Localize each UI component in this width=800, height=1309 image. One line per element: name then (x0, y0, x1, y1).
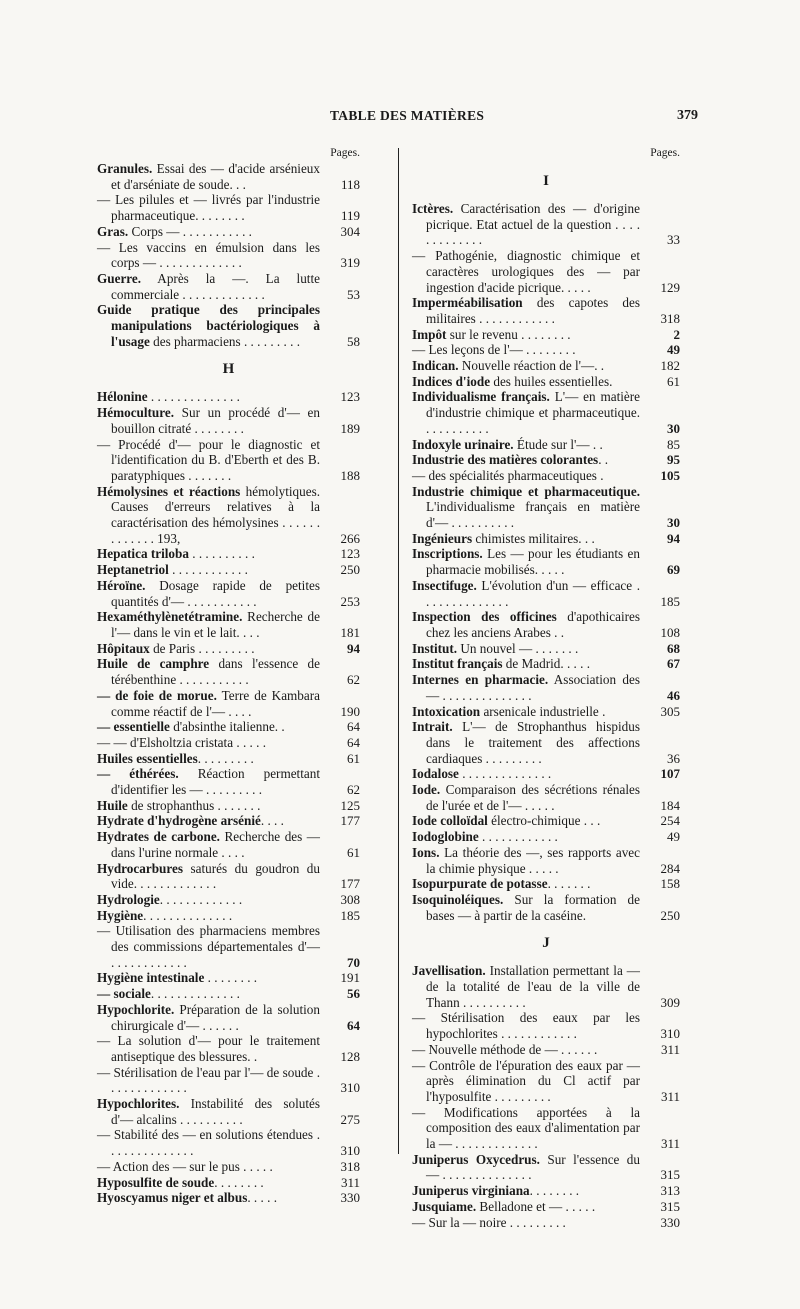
entry-page-number: 311 (660, 1088, 680, 1104)
entry-page-number: 308 (340, 891, 360, 907)
entry-page-number: 310 (660, 1026, 680, 1042)
entry-text: Terre de Kambara comme réactif de l'— . . . . (111, 687, 320, 719)
index-entry (412, 437, 680, 453)
column-divider (398, 148, 399, 1154)
index-entry (97, 986, 360, 1002)
entry-page-number: 315 (660, 1167, 680, 1183)
entry-headword: Gras. (97, 223, 129, 239)
entry-text: de Madrid. . . . . (502, 656, 591, 672)
entry-headword: Industrie des matières colorantes (412, 452, 599, 468)
entry-text: . . . . . . . (547, 876, 591, 892)
index-entry (97, 923, 360, 970)
entry-headword: Indoxyle urinaire. (412, 436, 514, 452)
index-entry (97, 1033, 360, 1064)
index-entry (412, 546, 680, 577)
entry-text: . . . . . . . . . . (188, 546, 255, 562)
pages-header: Pages. (330, 147, 360, 159)
entry-page-number: 181 (340, 624, 360, 640)
index-entry (97, 751, 360, 767)
entry-page-number: 313 (660, 1183, 680, 1199)
entry-page-number: 30 (667, 420, 680, 436)
entry-page-number: 64 (347, 734, 360, 750)
entry-headword: Industrie chimique et pharmaceutique. (412, 483, 640, 499)
entry-text: . . . . . (247, 1190, 277, 1206)
entry-headword: Ions. (412, 844, 440, 860)
index-entry (412, 389, 680, 436)
entry-page-number: 70 (347, 954, 360, 970)
entry-page-number: 69 (667, 562, 680, 578)
entry-page-number: 119 (340, 208, 360, 224)
entry-page-number: 284 (660, 860, 680, 876)
entry-headword: Hygiène intestinale (97, 970, 205, 986)
index-entry (412, 342, 680, 358)
entry-headword: Institut français (412, 656, 503, 672)
running-head (0, 108, 800, 128)
index-entry (97, 908, 360, 924)
left-column (97, 145, 360, 1206)
index-entry (97, 688, 360, 719)
entry-page-number: 30 (667, 515, 680, 531)
entry-page-number: 309 (660, 994, 680, 1010)
index-entry (412, 295, 680, 326)
entry-headword: Hypochlorite. (97, 1001, 175, 1017)
entry-headword: Inscriptions. (412, 546, 483, 562)
index-entry (97, 1190, 360, 1206)
entry-text: — Utilisation des pharmaciens membres des commissions départementales d'— . . . . . . . . . . . . (97, 923, 320, 970)
entry-text: Sur un procédé d'— en bouillon citraté . . . . . . . . (111, 405, 320, 436)
index-entry (97, 224, 360, 240)
index-entry (97, 1096, 360, 1127)
entry-page-number: 275 (340, 1111, 360, 1127)
entry-page-number: 184 (660, 797, 680, 813)
entry-page-number: 108 (660, 624, 680, 640)
index-entry (412, 876, 680, 892)
entry-headword: Internes en pharmacie. (412, 672, 549, 688)
entry-text: — Les leçons de l'— . . . . . . . . (412, 342, 576, 358)
entry-text: chimistes militaires. . . (472, 530, 595, 546)
entry-text: Recherche de l'— dans le vin et le lait. . . . (111, 609, 320, 640)
entry-page-number: 182 (660, 358, 680, 374)
entry-text: arsenicale industrielle . (480, 703, 606, 719)
entry-text: . . . . (260, 813, 284, 829)
entry-text: d'apothicaires chez les anciens Arabes . . (426, 609, 640, 640)
entry-text: . . . . . . . . . (197, 750, 254, 766)
index-entry (97, 546, 360, 562)
entry-headword: Hydrate d'hydrogène arsénié (97, 813, 261, 829)
index-entry (412, 641, 680, 657)
index-entry (412, 531, 680, 547)
running-title: TABLE DES MATIÈRES (330, 108, 485, 123)
entry-list (412, 161, 680, 1230)
index-entry (412, 484, 680, 531)
entry-text: . . . . . . . . . . . . . . (150, 986, 240, 1002)
index-entry (412, 327, 680, 343)
entry-headword: — éthérées. (97, 766, 179, 782)
index-entry (97, 578, 360, 609)
entry-headword: Huiles essentielles (97, 750, 198, 766)
entry-page-number: 107 (660, 766, 680, 782)
index-entry (97, 970, 360, 986)
entry-text: — Sur la — noire . . . . . . . . . (412, 1214, 566, 1230)
index-entry (412, 1010, 680, 1041)
entry-page-number: 177 (340, 876, 360, 892)
index-entry (412, 656, 680, 672)
entry-headword: Huile (97, 797, 128, 813)
entry-text: Dosage rapide de petites quantités d'— . . . . . . . . . . . (111, 577, 320, 609)
entry-text: . . . . . . . . . . . . (168, 562, 248, 578)
index-entry (97, 719, 360, 735)
entry-text: . . . . . . . . (214, 1174, 264, 1190)
index-entry (97, 609, 360, 640)
entry-headword: Isopurpurate de potasse (412, 876, 548, 892)
entry-headword: Intrait. (412, 719, 453, 735)
index-entry (412, 719, 680, 766)
index-entry (412, 1183, 680, 1199)
entry-text: — La solution d'— pour le traitement antiseptique des blessures. . (97, 1033, 320, 1064)
entry-text: Un nouvel — . . . . . . . (457, 640, 579, 656)
entry-page-number: 129 (660, 279, 680, 295)
entry-headword: Hydrates de carbone. (97, 829, 220, 845)
index-entry (412, 1152, 680, 1183)
entry-text: L'évolution d'un — efficace . . . . . . . . . . . . . . (426, 577, 640, 609)
entry-page-number: 94 (347, 640, 360, 656)
entry-text: sur le revenu . . . . . . . . (446, 326, 571, 342)
entry-page-number: 123 (340, 546, 360, 562)
entry-text: . . (598, 452, 609, 468)
entry-page-number: 305 (660, 703, 680, 719)
index-entry (97, 271, 360, 302)
section-letter: H (222, 361, 235, 378)
entry-text: Caractérisation des — d'origine picrique. Etat actuel de la question . . . . . . . . . . . . . (426, 201, 640, 248)
entry-page-number: 46 (667, 687, 680, 703)
entry-page-number: 158 (660, 876, 680, 892)
index-entry (97, 302, 360, 349)
entry-headword: Héroïne. (97, 577, 146, 593)
entry-text: — des spécialités pharmaceutiques . (412, 467, 604, 483)
entry-headword: Heptanetriol (97, 562, 169, 578)
entry-text: — Stérilisation de l'eau par l'— de soude . . . . . . . . . . . . . (97, 1064, 320, 1096)
entry-text: des capotes des militaires . . . . . . . . . . . . (426, 295, 640, 326)
index-entry (412, 1215, 680, 1231)
entry-headword: Hémoculture. (97, 405, 175, 421)
index-entry (97, 813, 360, 829)
entry-headword: Iode. (412, 782, 441, 798)
entry-page-number: 330 (660, 1214, 680, 1230)
entry-page-number: 123 (340, 389, 360, 405)
entry-page-number: 58 (347, 333, 360, 349)
entry-text: . . . . . . . . . . . . (478, 829, 558, 845)
entry-text: — Nouvelle méthode de — . . . . . . (412, 1041, 598, 1057)
index-entry (97, 1159, 360, 1175)
entry-page-number: 185 (660, 593, 680, 609)
entry-headword: Ictères. (412, 201, 454, 216)
index-entry (97, 656, 360, 687)
entry-text: . . . . . . . . . . . . . . (143, 907, 233, 923)
entry-page-number: 315 (660, 1198, 680, 1214)
entry-text: . . . . . . . . . . . . . . (147, 389, 240, 405)
entry-page-number: 310 (340, 1143, 360, 1159)
entry-text: dans l'essence de térébenthine . . . . . . . . . . . (111, 656, 321, 688)
index-entry (412, 374, 680, 390)
index-entry (97, 1065, 360, 1096)
index-entry (97, 861, 360, 892)
entry-headword: Iode colloïdal (412, 813, 488, 829)
entry-headword: Hygiène (97, 907, 144, 923)
index-entry (412, 782, 680, 813)
index-entry (97, 240, 360, 271)
entry-page-number: 64 (347, 719, 360, 735)
entry-page-number: 62 (347, 782, 360, 798)
index-entry (412, 452, 680, 468)
entry-headword: Individualisme français. (412, 389, 550, 405)
index-entry (97, 437, 360, 484)
entry-text: Sur l'essence du — . . . . . . . . . . . . . . (426, 1151, 640, 1183)
index-entry (412, 1105, 680, 1152)
entry-text: La théorie des —, ses rapports avec la chimie physique . . . . . (426, 844, 640, 876)
entry-page-number: 61 (347, 844, 360, 860)
index-entry (412, 468, 680, 484)
entry-headword: Huile de camphre (97, 656, 210, 672)
entry-headword: Juniperus Oxycedrus. (412, 1151, 540, 1167)
index-entry (412, 248, 680, 295)
index-entry (97, 1175, 360, 1191)
index-entry (97, 389, 360, 405)
index-entry (97, 192, 360, 223)
entry-text: Les — pour les étudiants en pharmacie mobilisés. . . . . (426, 546, 640, 578)
entry-text: d'absinthe italienne. . (169, 719, 285, 735)
entry-text: de Paris . . . . . . . . . (149, 640, 255, 656)
entry-text: de strophanthus . . . . . . . (127, 797, 261, 813)
index-entry (412, 845, 680, 876)
entry-page-number: 33 (667, 232, 680, 248)
entry-text: Préparation de la solution chirurgicale d'— . . . . . . (111, 1001, 320, 1033)
entry-page-number: 67 (667, 656, 680, 672)
entry-page-number: 118 (340, 176, 360, 192)
entry-page-number: 61 (347, 750, 360, 766)
entry-page-number: 128 (340, 1048, 360, 1064)
index-entry (97, 735, 360, 751)
entry-page-number: 318 (660, 310, 680, 326)
entry-text: des huiles essentielles. (490, 373, 613, 389)
entry-page-number: 2 (673, 326, 680, 342)
entry-page-number: 189 (340, 420, 360, 436)
entry-headword: Javellisation. (412, 963, 486, 979)
entry-page-number: 53 (347, 286, 360, 302)
entry-headword: Hélonine (97, 389, 148, 405)
index-entry (97, 829, 360, 860)
entry-text: L'individualisme français en matière d'— . . . . . . . . . . (426, 499, 640, 531)
index-entry (97, 1002, 360, 1033)
index-entry (412, 609, 680, 640)
entry-page-number: 319 (340, 255, 360, 271)
entry-headword: Hôpitaux (97, 640, 150, 656)
entry-page-number: 177 (340, 813, 360, 829)
entry-text: — Modifications apportées à la composition des eaux d'alimentation par la — . . . . . . . . . . . . . (412, 1104, 640, 1152)
entry-text: Corps — . . . . . . . . . . . (128, 223, 252, 239)
entry-text: Essai des — d'acide arsénieux et d'arséniate de soude. . . (111, 161, 320, 192)
entry-headword: Hémolysines et réactions (97, 483, 241, 499)
entry-page-number: 85 (667, 436, 680, 452)
entry-text: Sur la formation de bases — à partir de la caséine. (426, 891, 640, 923)
entry-page-number: 310 (340, 1080, 360, 1096)
index-entry (412, 813, 680, 829)
entry-page-number: 266 (340, 530, 360, 546)
entry-text: — Stérilisation des eaux par les hypochlorites . . . . . . . . . . . . (412, 1010, 640, 1042)
entry-headword: Hyposulfite de soude (97, 1174, 215, 1190)
index-entry (412, 963, 680, 1010)
index-entry (412, 1199, 680, 1215)
entry-headword: Impôt (412, 326, 447, 342)
entry-page-number: 62 (347, 672, 360, 688)
entry-page-number: 311 (660, 1136, 680, 1152)
entry-page-number: 254 (660, 813, 680, 829)
entry-headword: Ingénieurs (412, 530, 473, 546)
entry-page-number: 318 (340, 1158, 360, 1174)
entry-headword: Isoquinoléiques. (412, 891, 504, 907)
entry-headword: Guide pratique des principales manipulations bactériologiques à l'usage (97, 302, 320, 349)
entry-headword: Hypochlorites. (97, 1096, 180, 1112)
entry-page-number: 56 (347, 986, 360, 1002)
entry-headword: Insectifuge. (412, 577, 477, 593)
right-column (412, 145, 680, 1230)
entry-headword: Iodalose (412, 766, 459, 782)
index-entry (412, 1042, 680, 1058)
entry-headword: Guerre. (97, 270, 142, 286)
entry-headword: Imperméabilisation (412, 295, 523, 311)
entry-text: . . . . . . . . (529, 1183, 580, 1199)
entry-text: — Procédé d'— pour le diagnostic et l'identification du B. d'Eberth et des B. paratyphiques . . . . . . . (97, 436, 320, 483)
index-entry (412, 704, 680, 720)
index-entry (97, 161, 360, 192)
entry-text: Réaction permettant d'identifier les — . . . . . . . . . (111, 766, 320, 798)
entry-text: Belladone et — . . . . . (476, 1198, 596, 1214)
entry-page-number: 185 (340, 907, 360, 923)
index-entry (412, 358, 680, 374)
index-entry (97, 484, 360, 547)
entry-headword: Hydrocarbures (97, 860, 183, 876)
entry-headword: Granules. (97, 161, 153, 176)
entry-headword: Hyoscyamus niger et albus (97, 1190, 248, 1206)
entry-page-number: 94 (667, 530, 680, 546)
entry-text: — Les pilules et — livrés par l'industrie pharmaceutique. . . . . . . . (97, 192, 320, 224)
entry-text: Association des — . . . . . . . . . . . . . . (426, 672, 640, 703)
entry-list (97, 161, 360, 1206)
entry-page-number: 95 (667, 452, 680, 468)
entry-text: . . . . . . . . . . . . . . (458, 766, 552, 782)
entry-page-number: 311 (340, 1174, 360, 1190)
entry-page-number: 250 (660, 907, 680, 923)
index-entry (97, 892, 360, 908)
index-entry (412, 578, 680, 609)
entry-headword: Indican. (412, 358, 459, 374)
entry-page-number: 190 (340, 703, 360, 719)
entry-headword: Jusquiame. (412, 1198, 477, 1214)
page-number: 379 (677, 108, 698, 123)
index-entry (97, 641, 360, 657)
entry-text: saturés du goudron du vide. . . . . . . . . . . . . (111, 860, 320, 892)
entry-headword: Hydrologie (97, 891, 160, 907)
entry-text: — Pathogénie, diagnostic chimique et caractères urologiques des — par ingestion d'acide picrique. . . . . (412, 248, 640, 295)
index-entry (97, 766, 360, 797)
section-letter: I (543, 173, 549, 189)
entry-text: — Contrôle de l'épuration des eaux par — après élimination du Cl actif par l'hyposulfite . . . . . . . . . (412, 1057, 640, 1104)
pages-header: Pages. (650, 147, 680, 159)
entry-text: . . . . . . . . (204, 970, 258, 986)
entry-page-number: 304 (340, 223, 360, 239)
index-entry (412, 892, 680, 923)
entry-page-number: 125 (340, 797, 360, 813)
entry-text: Nouvelle réaction de l'—. . (458, 358, 605, 374)
entry-page-number: 49 (667, 829, 680, 845)
section-letter: J (542, 935, 550, 952)
entry-page-number: 64 (347, 1017, 360, 1033)
entry-page-number: 188 (340, 467, 360, 483)
entry-page-number: 330 (340, 1190, 360, 1206)
index-entry (97, 798, 360, 814)
entry-page-number: 36 (667, 750, 680, 766)
entry-page-number: 68 (667, 640, 680, 656)
entry-headword: — de foie de morue. (97, 687, 217, 703)
entry-text: — Les vaccins en émulsion dans les corps — . . . . . . . . . . . . . (97, 239, 320, 271)
entry-headword: Indices d'iode (412, 373, 491, 389)
entry-headword: Iodoglobine (412, 829, 479, 845)
index-entry (97, 1127, 360, 1158)
entry-text: électro-chimique . . . (487, 813, 601, 829)
entry-text: Recherche des — dans l'urine normale . . . . (111, 829, 320, 860)
entry-headword: Hexaméthylènetétramine. (97, 609, 243, 625)
entry-text: hémolytiques. Causes d'erreurs relatives à la caractérisation des hémolysines . . . . . . . . . . . . . 193, (111, 483, 321, 546)
entry-text: Instabilité des solutés d'— alcalins . . . . . . . . . . (111, 1096, 320, 1127)
entry-text: Comparaison des sécrétions rénales de l'urée et de l'— . . . . . (426, 782, 640, 813)
index-entry (412, 672, 680, 703)
entry-text: Installation permettant la — de la totalité de l'eau de la ville de Thann . . . . . . . . . . (426, 963, 640, 1010)
entry-page-number: 49 (667, 342, 680, 358)
entry-headword: Intoxication (412, 703, 481, 719)
index-entry (97, 562, 360, 578)
entry-headword: — sociale (97, 986, 151, 1002)
entry-text: — Stabilité des — en solutions étendues . . . . . . . . . . . . . . (97, 1127, 320, 1159)
entry-text: . . . . . . . . . . . . . (159, 891, 243, 907)
entry-text: Après la —. La lutte commerciale . . . . . . . . . . . . . (111, 270, 320, 302)
entry-page-number: 253 (340, 593, 360, 609)
index-entry (412, 201, 680, 248)
index-entry (412, 766, 680, 782)
entry-text: des pharmaciens . . . . . . . . . (149, 333, 300, 349)
index-entry (412, 1058, 680, 1105)
entry-page-number: 61 (667, 373, 680, 389)
index-entry (412, 829, 680, 845)
entry-page-number: 191 (340, 970, 360, 986)
entry-headword: Inspection des officines (412, 609, 557, 625)
entry-text: L'— de Strophanthus hispidus dans le traitement des affections cardiaques . . . . . . . . . (426, 719, 640, 766)
entry-text: Étude sur l'— . . (513, 436, 603, 452)
entry-headword: Institut. (412, 640, 458, 656)
entry-headword: Hepatica triloba (97, 546, 189, 562)
entry-headword: — essentielle (97, 719, 170, 735)
entry-text: L'— en matière d'industrie chimique et pharmaceutique. . . . . . . . . . . (426, 389, 640, 436)
entry-page-number: 250 (340, 562, 360, 578)
entry-text: — — d'Elsholtzia cristata . . . . . (97, 734, 267, 750)
entry-page-number: 105 (660, 467, 680, 483)
entry-headword: Juniperus virginiana (412, 1183, 530, 1199)
index-entry (97, 405, 360, 436)
entry-page-number: 311 (660, 1041, 680, 1057)
entry-text: — Action des — sur le pus . . . . . (97, 1158, 273, 1174)
